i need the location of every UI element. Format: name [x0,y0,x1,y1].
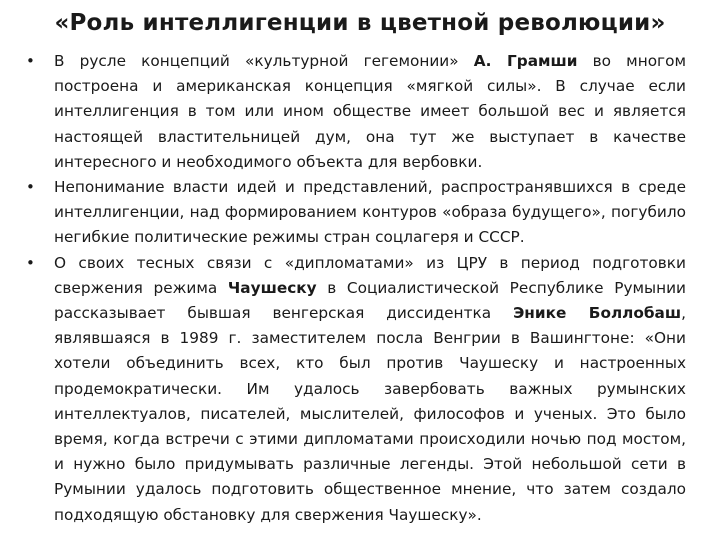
bullet-text: Непонимание власти идей и представлений, распространявшихся в среде интеллигенции, над формированием контуров «образа будущего», погубило негибкие политические режимы стран соцлагеря и СССР. [54,178,686,247]
bullet-text: , являвшаяся в 1989 г. заместителем посла Венгрии в Вашингтоне: «Они хотели объединить всех, кто был против Чаушеску и настроенных продемократически. Им удалось завербовать важных румынских интеллектуалов, писателей, мыслителей, философов и ученых. Это было время, когда встречи с этими дипломатами происходили ночью под мостом, и нужно было придумывать различные легенды. Этой небольшой сети в Румынии удалось подготовить общественное мнение, что затем создало подходящую обстановку для свержения Чаушеску». [54,304,687,524]
bullet-marker: • [26,253,35,272]
bullet-bold-name: Чаушеску [227,278,317,297]
bullet-bold-name: А. Грамши [473,52,578,70]
bullet-list [0,49,720,528]
bullet-text: в Социалистической Республике Румынии рассказывает бывшая венгерская диссидентка [54,278,687,323]
bullet-item-3 [0,251,720,528]
slide-title: «Роль интеллигенции в цветной революции» [54,10,666,36]
bullet-bold-name: Энике Боллобаш [513,304,682,323]
bullet-item-2 [0,175,720,251]
bullet-text: во многом построена и американская концепция «мягкой силы». В случае если интеллигенция в том или ином обществе имеет большой вес и является настоящей властительницей дум, она тут же выступает в качестве интересного и необходимого объекта для вербовки. [54,52,686,171]
bullet-marker: • [26,178,35,197]
bullet-text: В русле концепций «культурной гегемонии» [54,52,474,70]
bullet-marker: • [26,52,35,70]
bullet-item-1 [0,49,720,175]
bullet-text: О своих тесных связи с «дипломатами» из ЦРУ в период подготовки свержения режима [54,253,686,297]
